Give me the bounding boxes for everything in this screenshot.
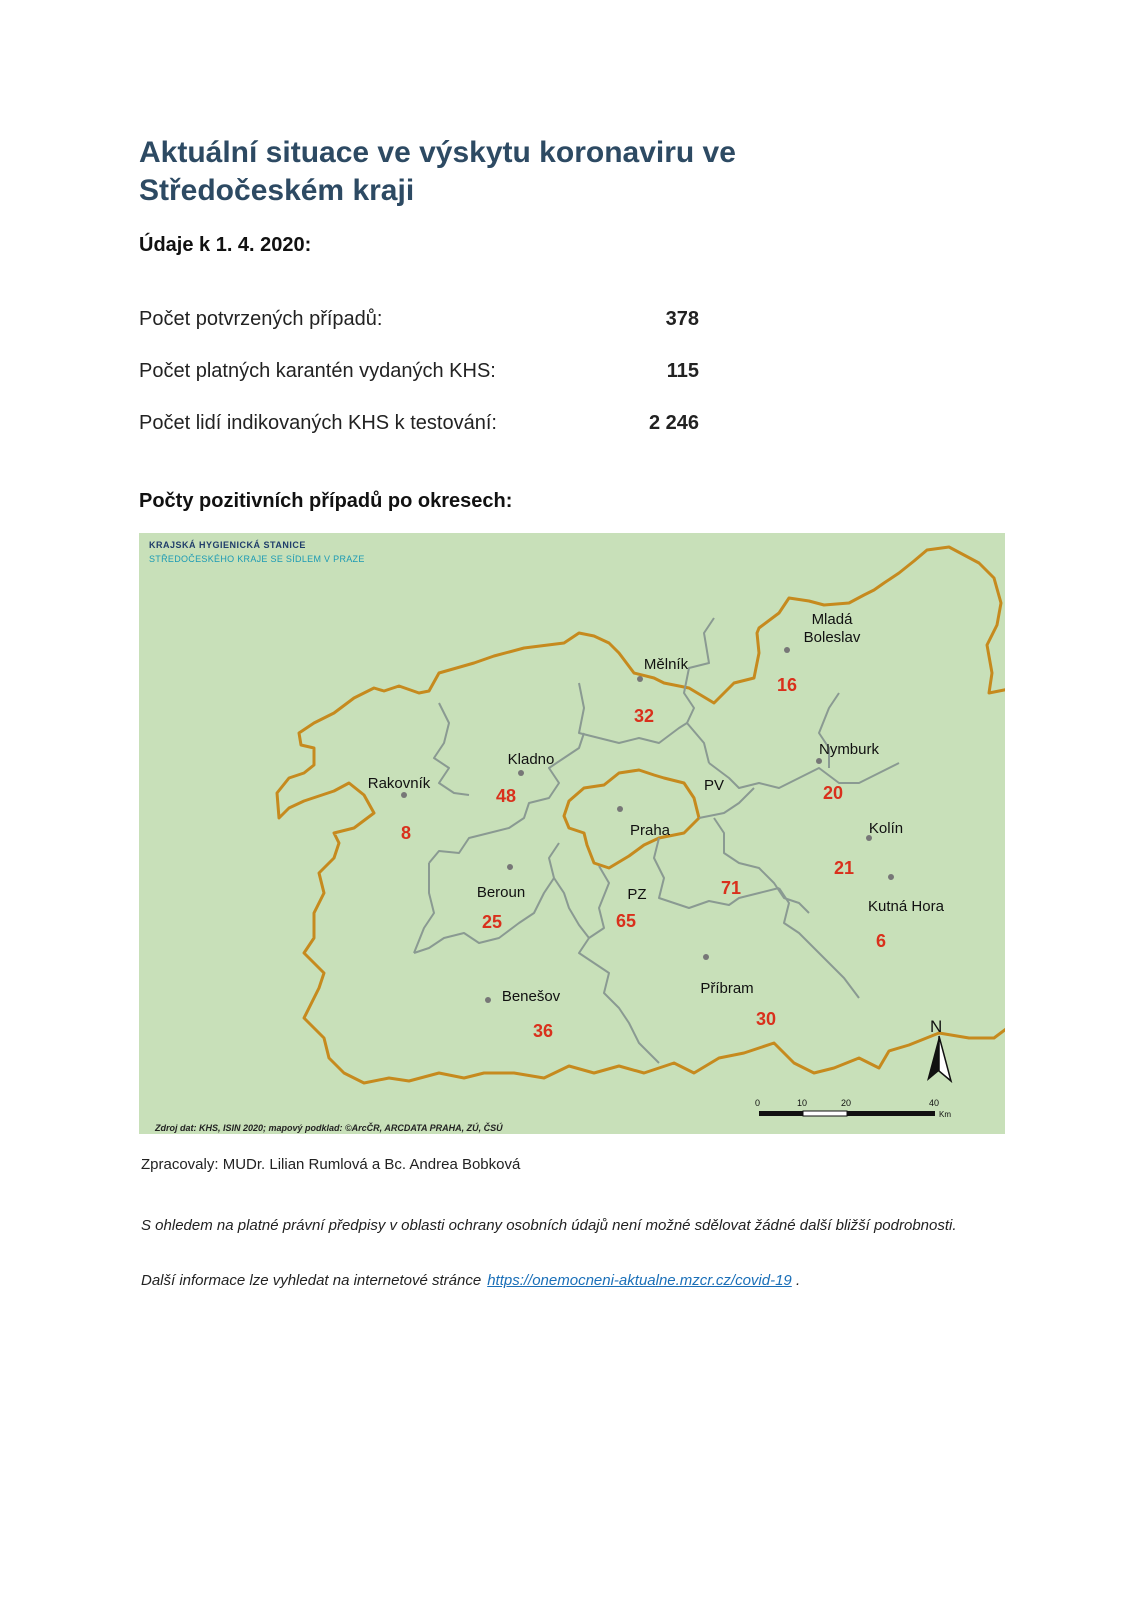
district-count-kutna-hora: 6 xyxy=(876,931,887,951)
map-header-line2: STŘEDOČESKÉHO KRAJE SE SÍDLEM V PRAZE xyxy=(149,554,365,564)
stat-label: Počet lidí indikovaných KHS k testování: xyxy=(139,412,497,434)
praha-border xyxy=(564,770,699,868)
district-name-mlada-boleslav: Mladá Boleslav xyxy=(803,611,861,646)
district-name-pribram: Příbram xyxy=(700,980,754,997)
district-name-nymburk: Nymburk xyxy=(818,741,879,758)
stats-list xyxy=(139,308,699,464)
district-name-rakovnik: Rakovník xyxy=(367,775,431,792)
district-count-pribram: 30 xyxy=(756,1009,777,1029)
map-header-line1: KRAJSKÁ HYGIENICKÁ STANICE xyxy=(149,540,306,550)
district-map xyxy=(139,533,1005,1134)
district-count-melnik: 32 xyxy=(634,706,655,726)
scale-tick-0: 0 xyxy=(755,1098,761,1108)
district-count-nymburk: 20 xyxy=(823,783,844,803)
district-name-praha: Praha xyxy=(629,822,671,839)
district-name-pv: PV xyxy=(703,777,724,794)
district-name-beroun: Beroun xyxy=(476,884,526,901)
scale-tick-40: 40 xyxy=(929,1098,940,1108)
district-count-kolin: 21 xyxy=(834,858,855,878)
stat-tested-people xyxy=(139,412,699,464)
stat-quarantines xyxy=(139,360,699,412)
district-name-kutna-hora: Kutná Hora xyxy=(868,898,944,915)
district-name-melnik: Mělník xyxy=(643,656,689,673)
district-count-pv: 71 xyxy=(721,878,742,898)
district-count-rakovnik: 8 xyxy=(401,823,412,843)
more-info-text: Další informace lze vyhledat na internetové stránce xyxy=(141,1272,482,1289)
scale-unit: Km xyxy=(939,1110,951,1119)
more-info-suffix: . xyxy=(795,1272,801,1289)
district-count-beroun: 25 xyxy=(482,912,503,932)
stat-value: 115 xyxy=(666,360,699,382)
stat-label: Počet potvrzených případů: xyxy=(139,308,383,330)
stat-value: 378 xyxy=(665,308,699,330)
district-count-mlada-boleslav: 16 xyxy=(777,675,798,695)
district-count-kladno: 48 xyxy=(496,786,517,806)
date-line: Údaje k 1. 4. 2020: xyxy=(139,234,312,256)
covid-info-link[interactable]: https://onemocneni-aktualne.mzcr.cz/covid-19 xyxy=(487,1272,792,1289)
page-title: Aktuální situace ve výskytu koronaviru ve Středočeském kraji xyxy=(139,136,736,207)
districts-heading: Počty pozitivních případů po okresech: xyxy=(139,490,513,512)
district-name-benesov: Benešov xyxy=(501,988,561,1005)
stat-value: 2 246 xyxy=(648,412,699,434)
north-label: N xyxy=(930,1017,943,1036)
author-line: Zpracovaly: MUDr. Lilian Rumlová a Bc. Andrea Bobková xyxy=(141,1156,521,1173)
region-border xyxy=(277,547,1005,1083)
district-count-benesov: 36 xyxy=(533,1021,554,1041)
scale-tick-10: 10 xyxy=(797,1098,808,1108)
stat-confirmed-cases xyxy=(139,308,699,360)
scale-tick-20: 20 xyxy=(841,1098,852,1108)
stat-label: Počet platných karantén vydaných KHS: xyxy=(139,360,496,382)
district-name-kolin: Kolín xyxy=(868,820,904,837)
district-name-pz: PZ xyxy=(627,886,647,903)
scale-bar xyxy=(759,1111,935,1116)
north-arrow xyxy=(927,1036,951,1081)
district-name-kladno: Kladno xyxy=(507,751,555,768)
more-info xyxy=(141,1272,800,1289)
district-count-pz: 65 xyxy=(616,911,637,931)
privacy-note: S ohledem na platné právní předpisy v oblasti ochrany osobních údajů není možné sdělovat žádné další bližší podrobnosti. xyxy=(141,1217,957,1234)
map-source: Zdroj dat: KHS, ISIN 2020; mapový podklad: ©ArcČR, ARCDATA PRAHA, ZÚ, ČSÚ xyxy=(155,1123,503,1133)
